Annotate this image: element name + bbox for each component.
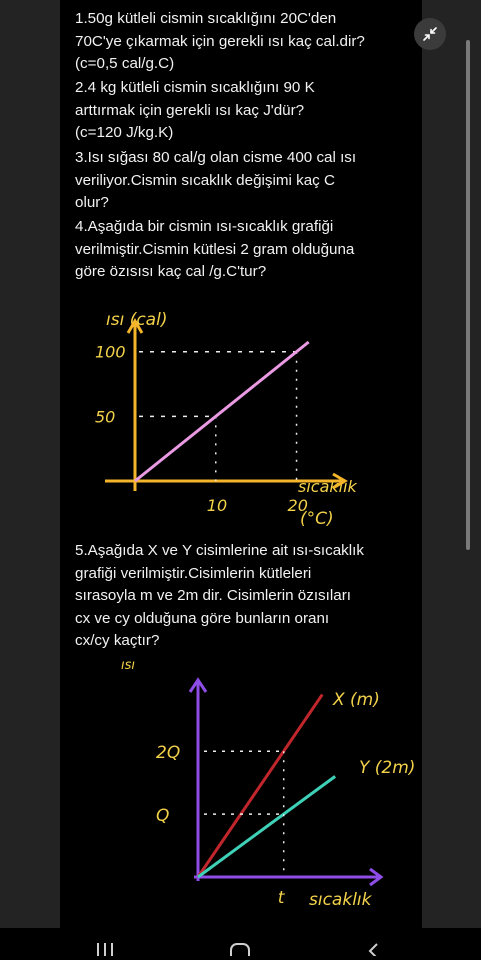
- back-icon[interactable]: [366, 940, 382, 956]
- chart2-y-tick: Q: [156, 806, 170, 827]
- home-icon[interactable]: [229, 940, 251, 956]
- chart1-xlabel: sıcaklık: [298, 477, 357, 496]
- shrink-icon: [423, 27, 437, 41]
- heat-temperature-chart-2: [85, 655, 415, 925]
- chart2-series-label: Y (2m): [359, 758, 415, 778]
- shrink-button[interactable]: [414, 18, 446, 50]
- chart2-y-tick: 2Q: [156, 743, 181, 764]
- scrollbar[interactable]: [466, 40, 470, 550]
- question-1: 1.50g kütleli cismin sıcaklığını 20C'den 70C'ye çıkarmak için gerekli ısı kaç cal.dir? (c=0,5 cal/g.C): [75, 10, 365, 72]
- chart2-ylabel: ısı: [121, 658, 135, 673]
- chart2-xlabel: sıcaklık: [309, 890, 372, 910]
- chart1-y-tick: 100: [95, 342, 126, 362]
- heat-temperature-chart-1: [85, 300, 395, 540]
- chart1-ylabel: ısı (cal): [106, 310, 168, 330]
- question-3: 3.Isı sığası 80 cal/g olan cisme 400 cal ısı veriliyor.Cismin sıcaklık değişimi kaç C olur?: [75, 149, 357, 211]
- chart1-x-tick: 20: [287, 496, 308, 515]
- chart2-x-tick: t: [277, 888, 285, 908]
- chart2-series-line: [198, 776, 335, 877]
- recent-apps-icon[interactable]: [95, 940, 115, 956]
- chart2-series-line: [198, 695, 322, 877]
- chart1-y-tick: 50: [95, 407, 116, 427]
- chart1-x-tick: 10: [206, 496, 228, 515]
- navigation-bar: [0, 928, 481, 960]
- chart1-series-line: [135, 342, 309, 481]
- chart1-xunit: (°C): [300, 509, 334, 529]
- question-5: 5.Aşağıda X ve Y cisimlerine ait ısı-sıcaklık grafiği verilmiştir.Cisimlerin kütleleri sırasoyla m ve 2m dir. Cisimlerin özısıları cx ve cy olduğuna göre bunların oranı cx/cy kaçtır?: [75, 542, 364, 649]
- chart2-series-label: X (m): [333, 690, 380, 710]
- question-2: 2.4 kg kütleli cismin sıcaklığını 90 K arttırmak için gerekli ısı kaç J'dür? (c=120 J/kg.K): [75, 79, 315, 141]
- question-4: 4.Aşağıda bir cismin ısı-sıcaklık grafiği verilmiştir.Cismin kütlesi 2 gram olduğuna göre özısısı kaç cal /g.C'tur?: [75, 218, 355, 280]
- question-sheet: [60, 0, 422, 928]
